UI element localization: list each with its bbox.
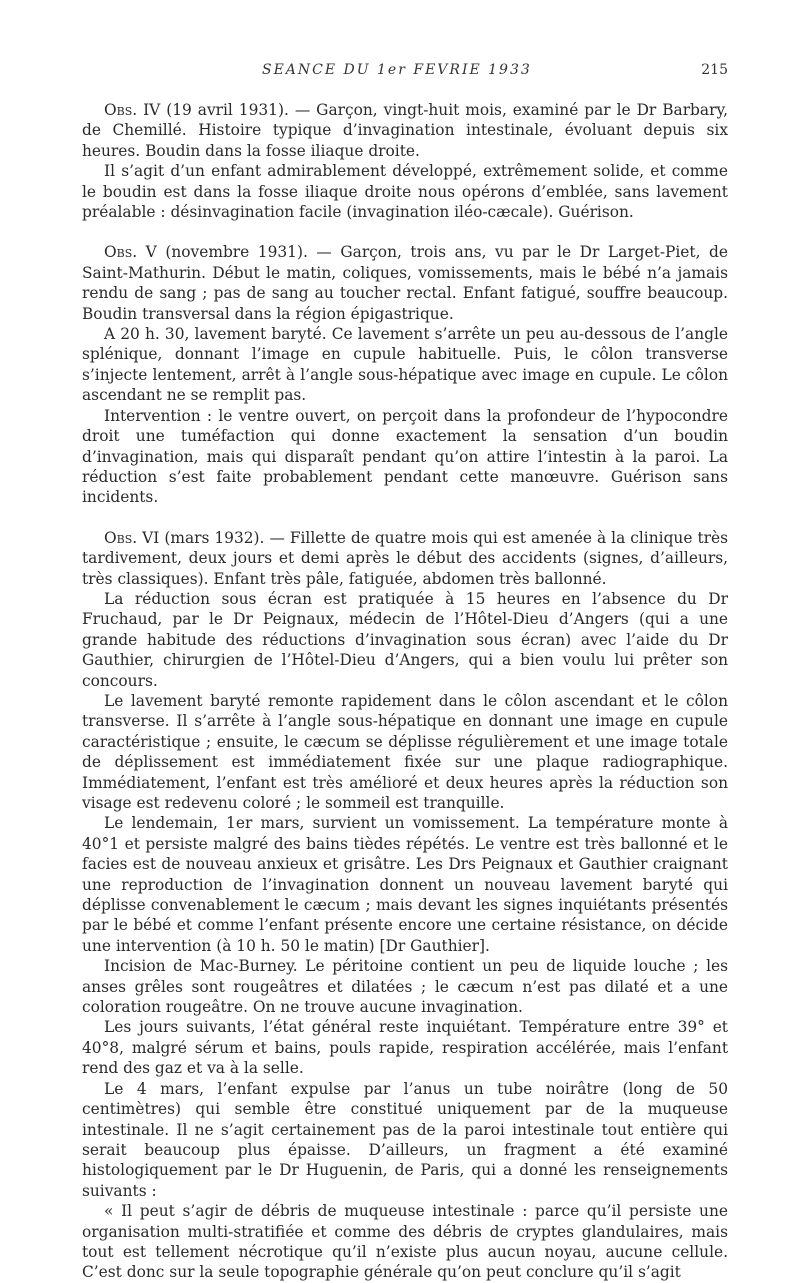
obs-4-paragraph-2: Il s’agit d’un enfant admirablement développé, extrêmement solide, et comme le boudin est dans la fosse iliaque droite nous opérons d’emblée, sans lavement préalable : désinvagination facile (invagination iléo-cæcale). Guérison. (82, 162, 728, 222)
obs-5-paragraph-3: Intervention : le ventre ouvert, on perçoit dans la profondeur de l’hypocondre droit une tuméfaction qui donne exactement la sensation d’un boudin d’invagination, mais qui disparaît pendant qu’on attire l’intestin à la paroi. La réduction s’est faite probablement pendant cette manœuvre. Guérison sans incidents. (82, 406, 728, 507)
obs-4-paragraph-1: Obs. IV (19 avril 1931). — Garçon, vingt-huit mois, examiné par le Dr Barbary, de Chemillé. Histoire typique d’invagination intestinale, évoluant depuis six heures. Boudin dans la fosse iliaque droite. (82, 101, 728, 160)
obs-6-label: Obs. VI (104, 528, 160, 547)
document-page (82, 62, 728, 1283)
obs-5-paragraph-1: Obs. V (novembre 1931). — Garçon, trois ans, vu par le Dr Larget-Piet, de Saint-Mathurin. Début le matin, coliques, vomissements, mais le bébé n’a jamais rendu de sang ; pas de sang au toucher rectal. Enfant fatigué, souffre beaucoup. Boudin transversal dans la région épigastrique. (82, 243, 728, 323)
obs-6-paragraph-2: La réduction sous écran est pratiquée à 15 heures en l’absence du Dr Fruchaud, par le Dr Peignaux, médecin de l’Hôtel-Dieu d’Angers (qui a une grande habitude des réductions d’invagination sous écran) avec l’aide du Dr Gauthier, chirurgien de l’Hôtel-Dieu d’Angers, qui a bien voulu lui prêter son concours. (82, 589, 728, 690)
obs-6-paragraph-6: Les jours suivants, l’état général reste inquiétant. Température entre 39° et 40°8, malgré sérum et bains, pouls rapide, respiration accélérée, mais l’enfant rend des gaz et va à la selle. (82, 1018, 728, 1078)
body-text (82, 100, 728, 1283)
obs-4-label: Obs. IV (104, 101, 161, 119)
running-title: SEANCE DU 1er FEVRIE 1933 (262, 62, 532, 78)
obs-6-paragraph-3: Le lavement baryté remonte rapidement dans le côlon ascendant et le côlon transverse. Il s’arrête à l’angle sous-hépatique en donnant une image en cupule caractéristique ; ensuite, le cæcum se déplisse régulièrement et une image totale de déplissement est immédiatement fixée sur une plaque radiographique. Immédiatement, l’enfant est très amélioré et deux heures après la réduction son visage est redevenu coloré ; le sommeil est tranquille. (82, 691, 728, 812)
obs-6-paragraph-5: Incision de Mac-Burney. Le péritoine contient un peu de liquide louche ; les anses grêles sont rougeâtres et dilatées ; le cæcum n’est pas dilaté et a une coloration rougeâtre. On ne trouve aucune invagination. (82, 957, 728, 1017)
section-gap (82, 508, 728, 528)
obs-6-paragraph-1: Obs. VI (mars 1932). — Fillette de quatre mois qui est amenée à la clinique très tardivement, deux jours et demi après le début des accidents (signes, d’ailleurs, très classiques). Enfant très pâle, fatiguée, abdomen très ballonné. (82, 528, 728, 588)
page-header (82, 62, 728, 84)
page-number: 215 (701, 62, 728, 78)
obs-5-label: Obs. V (104, 243, 157, 262)
obs-6-paragraph-7: Le 4 mars, l’enfant expulse par l’anus un tube noirâtre (long de 50 centimètres) qui semble être constitué uniquement par de la muqueuse intestinale. Il ne s’agit certainement pas de la paroi intestinale tout entière qui serait beaucoup plus épaisse. D’ailleurs, un fragment a été examiné histologiquement par le Dr Huguenin, de Paris, qui a donné les renseignements suivants : (82, 1079, 728, 1200)
section-gap (82, 222, 728, 242)
obs-6-paragraph-4: Le lendemain, 1er mars, survient un vomissement. La température monte à 40°1 et persiste malgré des bains tièdes répétés. Le ventre est très ballonné et le facies est de nouveau anxieux et grisâtre. Les Drs Peignaux et Gauthier craignant une reproduction de l’invagination donnent un nouveau lavement baryté qui déplisse convenablement le cæcum ; mais devant les signes inquiétants présentés par le bébé et comme l’enfant présente encore une certaine résistance, on décide une intervention (à 10 h. 50 le matin) [Dr Gauthier]. (82, 814, 728, 955)
obs-5-paragraph-2: A 20 h. 30, lavement baryté. Ce lavement s’arrête un peu au-dessous de l’angle splénique, donnant l’image en cupule habituelle. Puis, le côlon transverse s’injecte lentement, arrêt à l’angle sous-hépatique avec image en cupule. Le côlon ascendant ne se remplit pas. (82, 325, 728, 405)
obs-6-paragraph-8: « Il peut s’agir de débris de muqueuse intestinale : parce qu’il persiste une organisation multi-stratifiée et comme des débris de cryptes glandulaires, mais tout est tellement nécrotique qu’il n’existe plus aucun noyau, aucune cellule. C’est donc sur la seule topographie générale qu’on peut conclure qu’il s’agit (82, 1202, 728, 1282)
